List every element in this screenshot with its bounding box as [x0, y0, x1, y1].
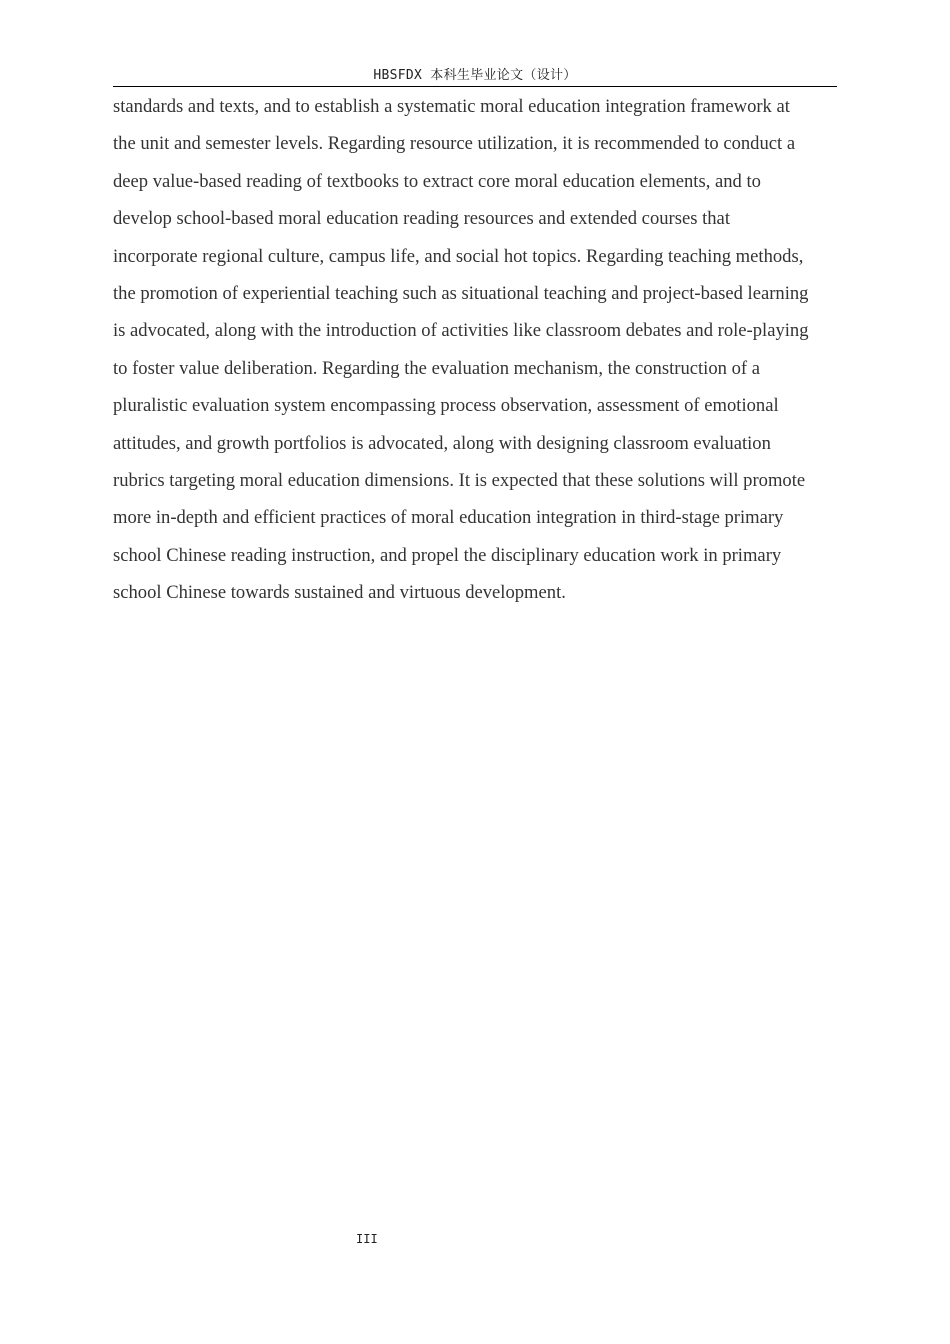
- running-header: HBSFDX 本科生毕业论文（设计）: [113, 67, 837, 87]
- paragraph-line: standards and texts, and to establish a systematic moral education integration framework at: [113, 96, 790, 117]
- body-paragraph: [113, 88, 837, 612]
- paragraph-line: attitudes, and growth portfolios is advocated, along with designing classroom evaluation: [113, 432, 771, 454]
- paragraph-line: school Chinese towards sustained and virtuous development.: [113, 582, 566, 604]
- paragraph-line: pluralistic evaluation system encompassing process observation, assessment of emotional: [113, 395, 779, 417]
- paragraph-line: is advocated, along with the introduction of activities like classroom debates and role-playing: [113, 320, 809, 342]
- paragraph-line: to foster value deliberation. Regarding the evaluation mechanism, the construction of a: [113, 357, 760, 379]
- paragraph-line: school Chinese reading instruction, and propel the disciplinary education work in primary: [113, 544, 782, 566]
- page-number: III: [356, 1232, 378, 1246]
- paragraph-line: rubrics targeting moral education dimensions. It is expected that these solutions will promote: [113, 470, 806, 492]
- paragraph-line: deep value-based reading of textbooks to extract core moral education elements, and to: [113, 170, 761, 192]
- paragraph-line: incorporate regional culture, campus life, and social hot topics. Regarding teaching methods,: [113, 245, 804, 267]
- paragraph-line: the promotion of experiential teaching such as situational teaching and project-based learning: [113, 283, 809, 305]
- paragraph-line: more in-depth and efficient practices of moral education integration in third-stage primary: [113, 507, 784, 529]
- paragraph-line: develop school-based moral education reading resources and extended courses that: [113, 208, 730, 230]
- paragraph-line: the unit and semester levels. Regarding resource utilization, it is recommended to conduct a: [113, 133, 796, 155]
